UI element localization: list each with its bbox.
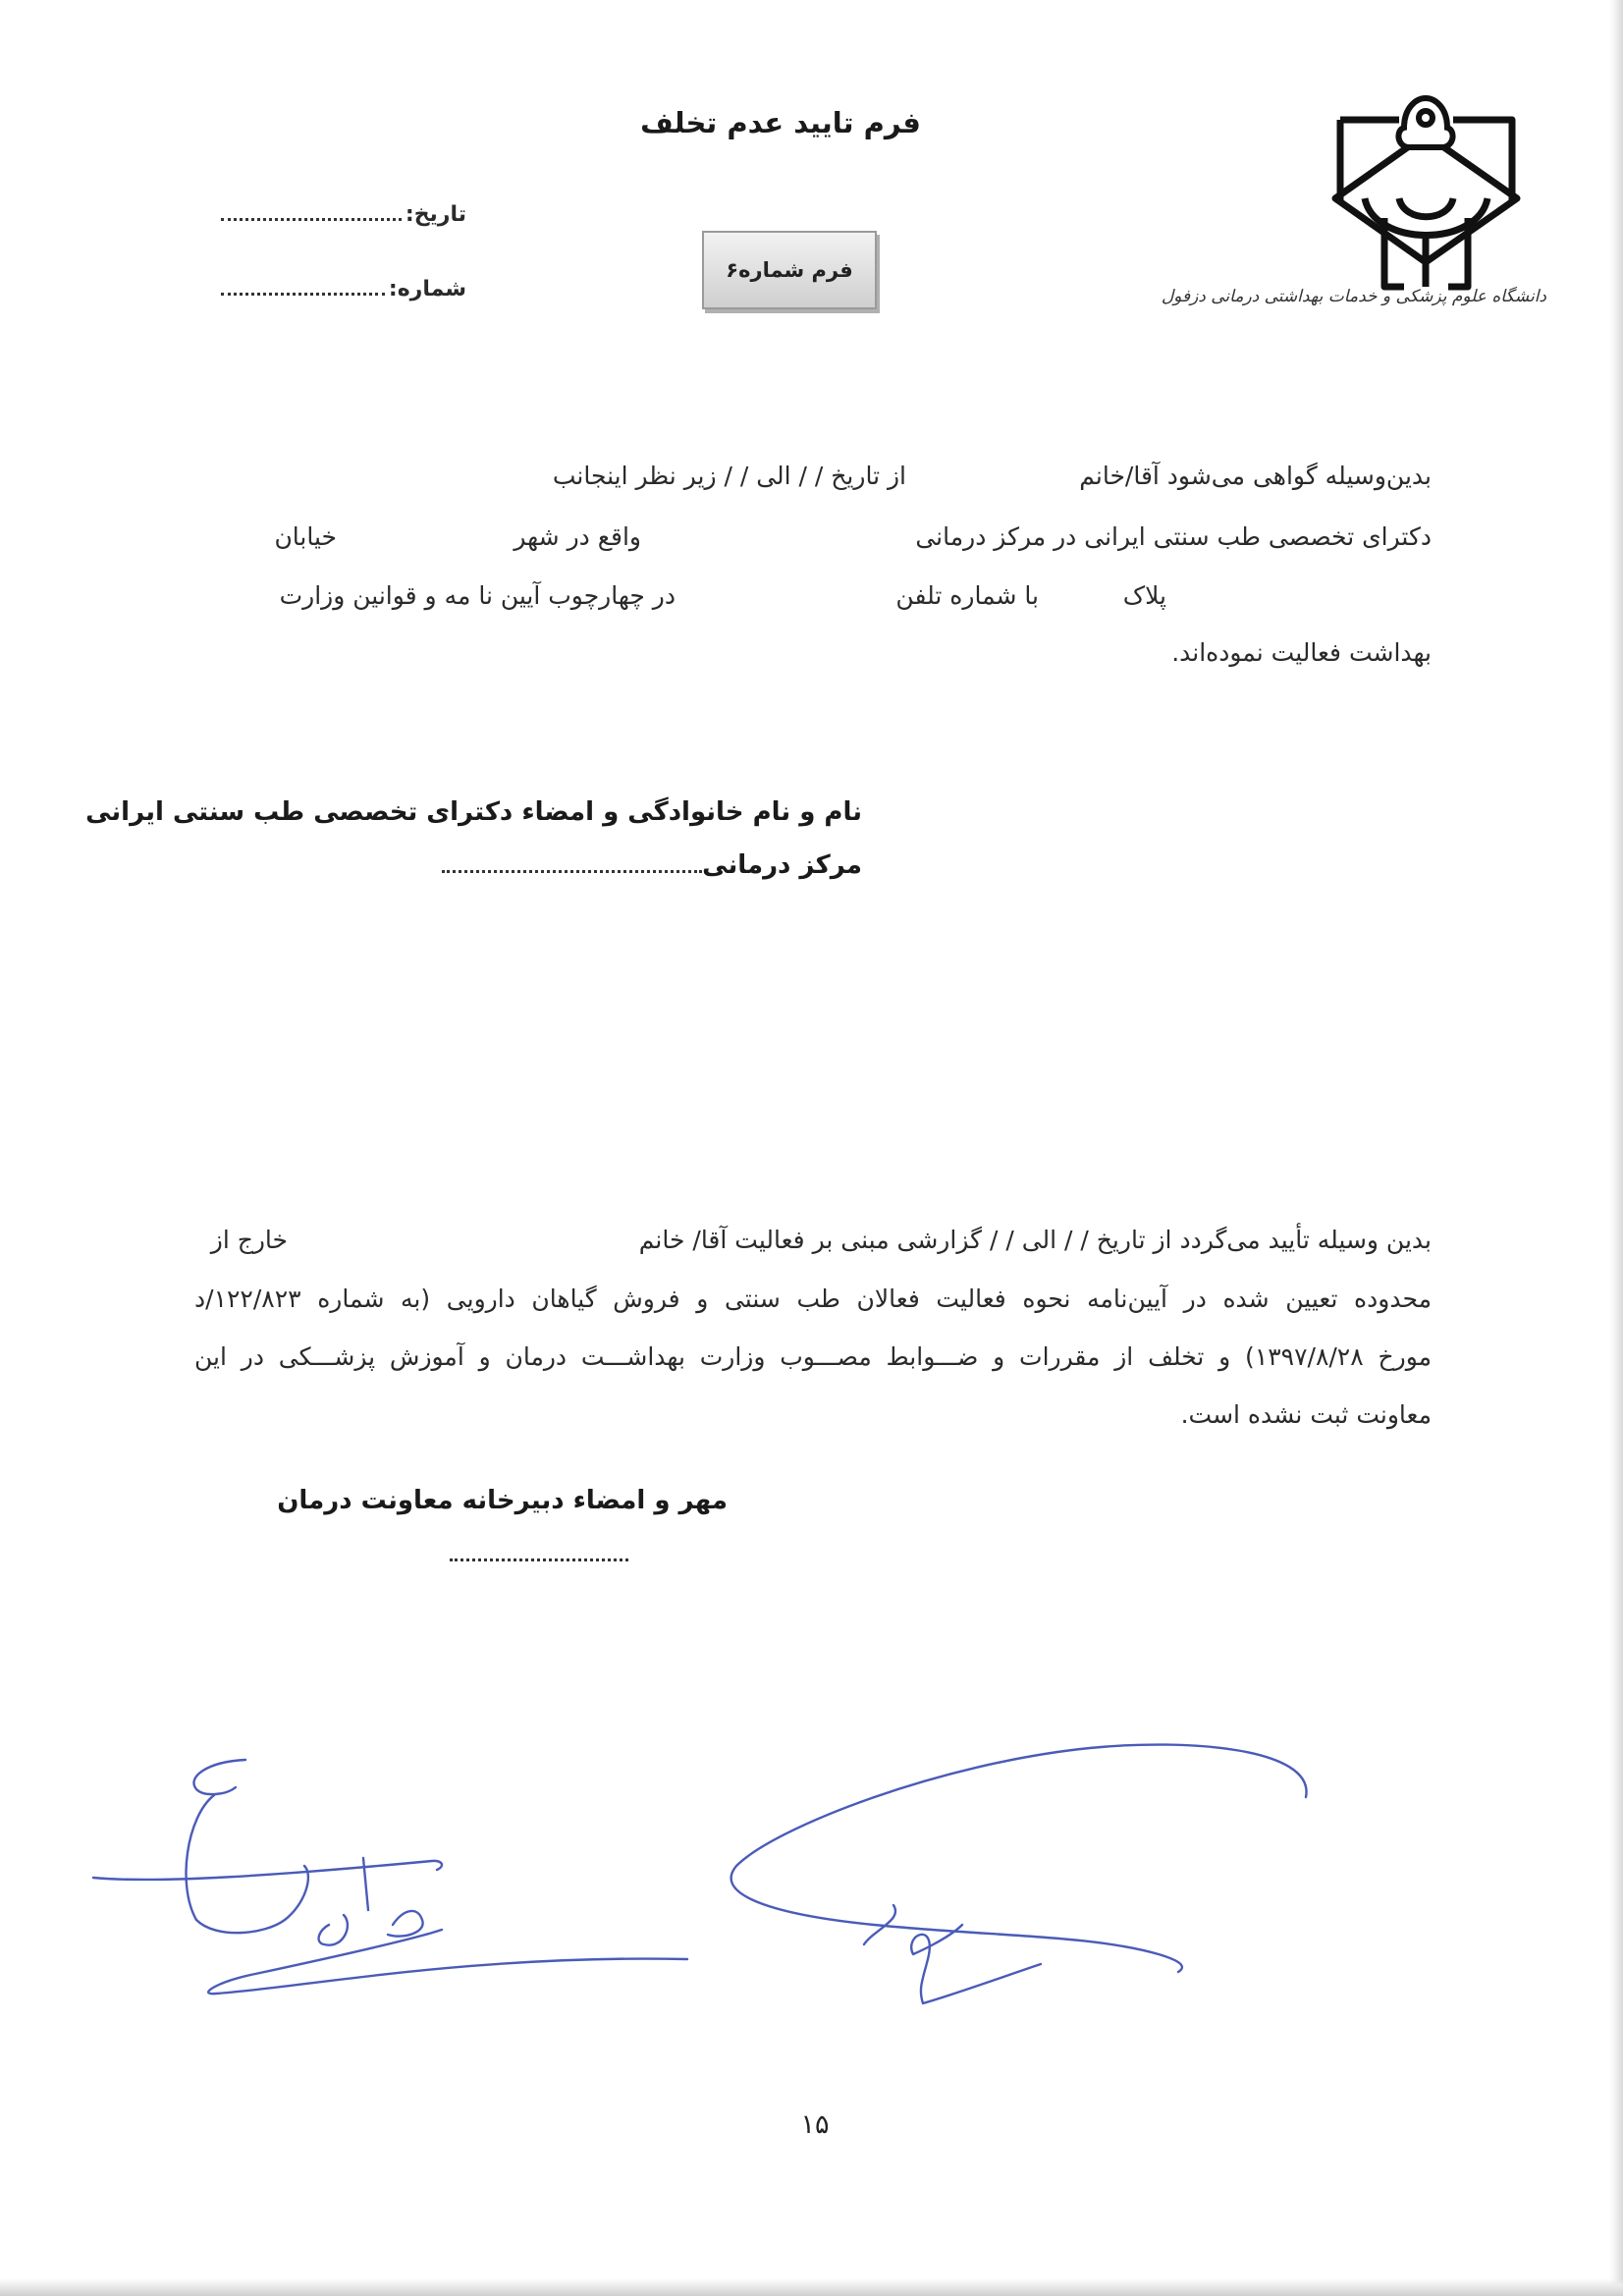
s1-line1-end: از تاریخ / / الی / / زیر نظر اینجانب: [552, 462, 906, 490]
date-label: تاریخ:: [405, 202, 466, 227]
number-field: [221, 277, 466, 301]
form-title: فرم تایید عدم تخلف: [640, 106, 921, 139]
scan-shadow-right: [1609, 0, 1623, 2296]
left-signature-icon: [79, 1738, 707, 2052]
stamp-dotted-fill: [450, 1558, 628, 1561]
s2-line4: معاونت ثبت نشده است.: [1180, 1400, 1432, 1429]
date-field: [221, 202, 466, 227]
s2-line2: محدوده تعیین شده در آیین‌نامه نحوه فعالیت فعالان طب سنتی و فروش گیاهان دارویی (به شماره ۱۲۲/۸۲۳/د: [194, 1285, 1432, 1313]
s1-line2-city: واقع در شهر: [514, 522, 641, 551]
s2-line1-end: خارج از: [210, 1226, 288, 1254]
s2-line1-start: بدین وسیله تأیید می‌گردد از تاریخ / / الی / / گزارشی مبنی بر فعالیت آقا/ خانم: [638, 1226, 1432, 1254]
medical-center-dotted-line: [442, 869, 702, 873]
s1-line2-start: دکترای تخصصی طب سنتی ایرانی در مرکز درمانی: [915, 522, 1432, 551]
s1-line3-end: در چهارچوب آیین نا مه و قوانین وزارت: [279, 581, 676, 610]
s1-line1-start: بدین‌وسیله گواهی می‌شود آقا/خانم: [1079, 462, 1432, 490]
medical-center-label: مرکز درمانی: [702, 850, 862, 880]
s1-line3-phone: با شماره تلفن: [895, 581, 1039, 610]
stamp-dotted-line: [450, 1547, 628, 1565]
form-number-badge: فرم شماره۶: [702, 231, 877, 309]
stamp-heading: مهر و امضاء دبیرخانه معاونت درمان: [277, 1486, 728, 1515]
medical-center-heading: [442, 850, 862, 880]
number-label: شماره:: [388, 277, 466, 301]
s1-line4: بهداشت فعالیت نموده‌اند.: [1171, 638, 1432, 667]
logo-caption: دانشگاه علوم پزشکی و خدمات بهداشتی درمانی دزفول: [1161, 287, 1546, 306]
date-dotted-line: [221, 217, 402, 221]
s1-line2-street: خیابان: [274, 522, 337, 551]
right-signature-icon: [717, 1719, 1325, 2033]
scan-shadow-bottom: [0, 2278, 1623, 2296]
number-dotted-line: [221, 292, 385, 296]
s1-line3-plaque: پلاک: [1122, 581, 1166, 610]
page-number: ۱۵: [800, 2109, 830, 2140]
s2-line3: مورخ ۱۳۹۷/۸/۲۸) و تخلف از مقررات و ضـــوابط مصـــوب وزارت بهداشـــت درمان و آموزش پزشـــکی در این: [194, 1342, 1432, 1371]
physician-sign-heading: نام و نام خانوادگی و امضاء دکترای تخصصی طب سنتی ایرانی: [85, 797, 862, 827]
